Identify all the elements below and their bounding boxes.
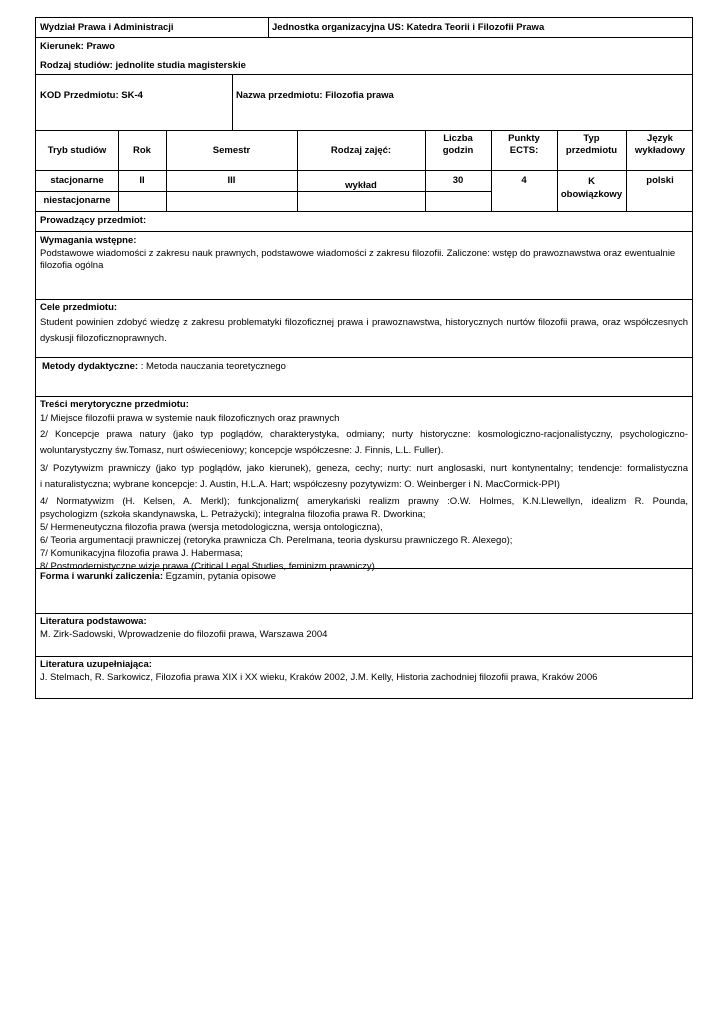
content-item: 4/ Normatywizm (H. Kelsen, A. Merkl); funkcjonalizm( amerykański realizm prawny :O.W. Holmes, K.N.Llewellyn, idealizm R. Pounda, xyxy=(40,495,688,507)
col-class-type-header: Rodzaj zajęć: xyxy=(330,145,392,156)
goals-label: Cele przedmiotu: xyxy=(40,302,118,313)
supplementary-literature-text: J. Stelmach, R. Sarkowicz, Filozofia prawa XIX i XX wieku, Kraków 2002, J.M. Kelly, Historia zachodniej filozofii prawa, Kraków 2006 xyxy=(40,671,598,683)
content-section xyxy=(36,397,692,572)
course-type-value: K obowiązkowy xyxy=(560,176,623,200)
supplementary-literature-label: Literatura uzupełniająca: xyxy=(40,659,152,670)
goals-text: Student powinien zdobyć wiedzę z zakresu problematyki filozoficznej prawa i prawoznawstwa, historycznych nurtów filozofii prawa, oraz współczesnych dyskusji filozoficznoprawnych. xyxy=(40,316,688,344)
content-item: 8/ Postmodernistyczne wizje prawa (Critical Legal Studies, feminizm prawniczy) xyxy=(40,560,375,572)
course-id-row xyxy=(36,75,692,131)
content-item: psychologizm (szkoła skandynawska, L. Petrażycki); integralna filozofia prawa R. Dworkina; xyxy=(40,508,426,520)
content-item: 3/ Pozytywizm prawniczy (jako typ poglądów, jako kierunek), geneza, cechy; nurty: nurt anglosaski, nurt kontynentalny; tendencje: formalistyczna xyxy=(40,462,688,474)
content-item: 7/ Komunikacyjna filozofia prawa J. Habermasa; xyxy=(40,547,243,559)
col-hours-header: Liczba godzin xyxy=(442,133,474,156)
study-table-header xyxy=(36,131,692,171)
faculty-name: Wydział Prawa i Administracji xyxy=(40,22,174,33)
col-semester-header: Semestr xyxy=(212,145,251,156)
study-type: Rodzaj studiów: jednolite studia magisterskie xyxy=(40,60,246,71)
basic-literature-text: M. Zirk-Sadowski, Wprowadzenie do filozofii prawa, Warszawa 2004 xyxy=(40,628,328,640)
field-of-study: Kierunek: Prawo xyxy=(40,41,115,52)
methods-label: Metody dydaktyczne: xyxy=(42,361,139,372)
study-table-values xyxy=(36,171,692,212)
col-year-header: Rok xyxy=(133,145,151,156)
methods-text: : Metoda nauczania teoretycznego xyxy=(138,361,286,372)
col-mode-header: Tryb studiów xyxy=(47,145,107,156)
year-value: II xyxy=(139,175,145,186)
supplementary-literature-section xyxy=(36,657,692,698)
class-type-value: wykład xyxy=(345,180,377,191)
requirements-text: Podstawowe wiadomości z zakresu nauk prawnych, podstawowe wiadomości z zakresu filozofii. Zaliczone: wstęp do prawoznawstwa oraz ewentualnie filozofia ogólna xyxy=(40,247,676,271)
content-item: woluntarystyczny św.Tomasz, nurt oświeceniowy; koncepcje współczesne: J. Finnis, L.L. Fuller). xyxy=(40,444,444,456)
requirements-label: Wymagania wstępne: xyxy=(40,235,137,246)
basic-literature-section xyxy=(36,614,692,657)
ects-value: 4 xyxy=(521,175,527,186)
content-item: 5/ Hermeneutyczna filozofia prawa (wersja metodologiczna, wersja ontologiczna), xyxy=(40,521,383,533)
assessment-label: Forma i warunki zaliczenia: xyxy=(40,571,164,582)
col-ects-header: Punkty ECTS: xyxy=(508,133,540,156)
semester-value: III xyxy=(227,175,236,186)
methods-section xyxy=(36,358,692,397)
hours-value: 30 xyxy=(452,175,464,186)
requirements-section xyxy=(36,232,692,300)
goals-section xyxy=(36,300,692,358)
header-row xyxy=(36,18,692,38)
content-item: 2/ Koncepcje prawa natury (jako typ poglądów, charakterystyka, odmiany; nurty historyczne: kosmologiczno-racjonalistyczny, psychologiczno- xyxy=(40,428,688,440)
field-row xyxy=(36,38,692,75)
assessment-section xyxy=(36,569,692,614)
course-code: KOD Przedmiotu: SK-4 xyxy=(40,90,143,101)
content-item: 1/ Miejsce filozofii prawa w systemie nauk filozoficznych oraz prawnych xyxy=(40,412,340,424)
content-item: 6/ Teoria argumentacji prawniczej (retoryka prawnicza Ch. Perelmana, teoria dyskursu prawniczego R. Alexego); xyxy=(40,534,513,546)
col-language-header: Język wykładowy xyxy=(634,133,686,156)
assessment-text: Egzamin, pytania opisowe xyxy=(163,571,277,582)
content-label: Treści merytoryczne przedmiotu: xyxy=(40,399,189,410)
course-name: Nazwa przedmiotu: Filozofia prawa xyxy=(236,90,394,101)
course-syllabus-form xyxy=(35,17,693,699)
col-type-header: Typ przedmiotu xyxy=(565,133,618,156)
lecturer-label: Prowadzący przedmiot: xyxy=(40,215,147,226)
content-item: i naturalistyczna; wybrane koncepcje: J. Austin, H.L.A. Hart; współczesny pozytywizm: O. Weinberger i N. MacCormick-PPI) xyxy=(40,478,560,490)
lecturer-row xyxy=(36,212,692,232)
organizational-unit: Jednostka organizacyjna US: Katedra Teorii i Filozofii Prawa xyxy=(272,22,545,33)
basic-literature-label: Literatura podstawowa: xyxy=(40,616,147,627)
mode-part-time: niestacjonarne xyxy=(43,195,111,206)
language-value: polski xyxy=(646,175,674,186)
mode-full-time: stacjonarne xyxy=(50,175,104,186)
